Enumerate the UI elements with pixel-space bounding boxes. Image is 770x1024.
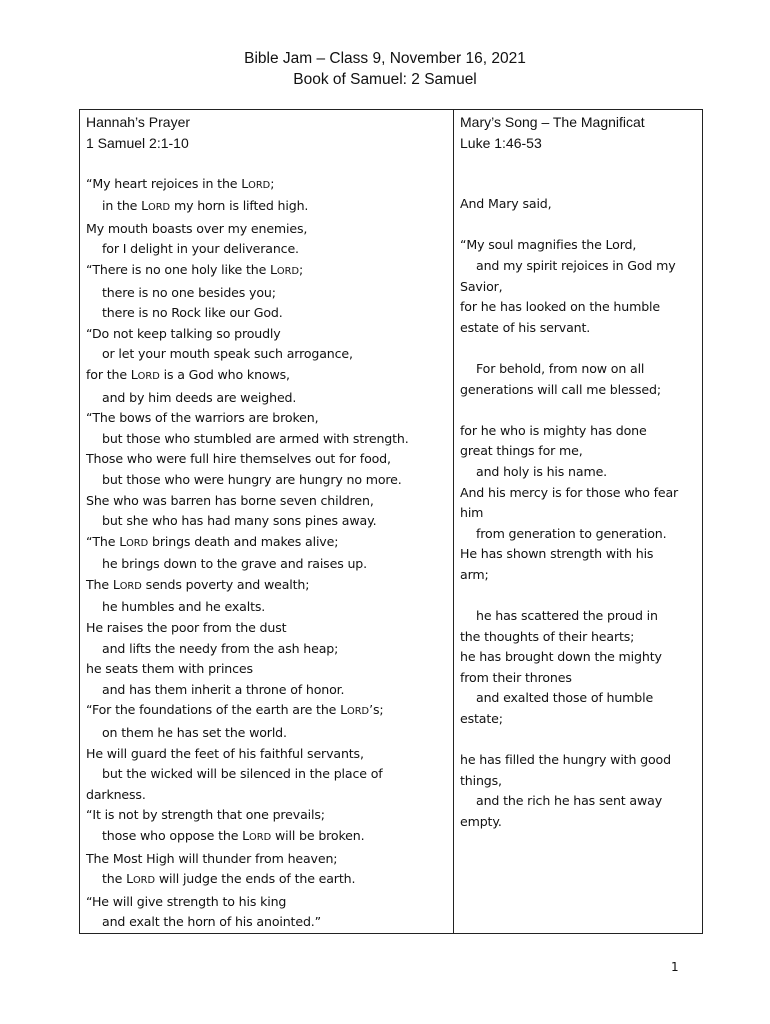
left-verse-line: “The LORD brings death and makes alive; xyxy=(86,533,339,549)
left-verse-line: “He will give strength to his king xyxy=(86,893,287,909)
left-verse-line: “The bows of the warriors are broken, xyxy=(86,410,319,426)
right-verse-line: from their thrones xyxy=(460,669,572,685)
right-verse-line: he has filled the hungry with good xyxy=(460,752,671,768)
right-verse-line xyxy=(460,400,696,421)
left-verse-lines xyxy=(86,174,447,933)
left-verse-line: there is no Rock like our God. xyxy=(102,305,283,321)
left-verse-line: he humbles and he exalts. xyxy=(102,599,266,615)
left-verse-line: She who was barren has borne seven children, xyxy=(86,492,374,508)
right-verse-line: And Mary said, xyxy=(460,196,552,212)
right-verse-line: For behold, from now on all xyxy=(476,360,645,376)
left-verse-line: and lifts the needy from the ash heap; xyxy=(102,640,339,656)
left-verse-line: Those who were full hire themselves out for food, xyxy=(86,451,391,467)
right-verse-line: great things for me, xyxy=(460,443,583,459)
right-verse-line: “My soul magnifies the Lord, xyxy=(460,237,637,253)
left-verse-line: in the LORD my horn is lifted high. xyxy=(102,198,309,214)
right-verse-line: And his mercy is for those who fear xyxy=(460,484,679,500)
page-number: 1 xyxy=(671,960,679,974)
left-verse-line: he brings down to the grave and raises up. xyxy=(102,556,367,572)
document-subtitle: Book of Samuel: 2 Samuel xyxy=(293,71,477,88)
left-verse-line: He raises the poor from the dust xyxy=(86,620,287,636)
right-verse-line: the thoughts of their hearts; xyxy=(460,628,635,644)
left-verse-line: but she who has had many sons pines away. xyxy=(102,513,377,529)
left-verse-line: “There is no one holy like the LORD; xyxy=(86,261,304,277)
left-verse-line: and has them inherit a throne of honor. xyxy=(102,681,345,697)
left-verse-line: He will guard the feet of his faithful servants, xyxy=(86,745,364,761)
right-verse-line: empty. xyxy=(460,814,502,829)
right-verse-line: from generation to generation. xyxy=(476,525,667,541)
right-verse-line xyxy=(460,730,696,751)
right-heading: Mary’s Song – The Magnificat xyxy=(460,114,645,130)
right-verse-line: arm; xyxy=(460,566,489,582)
right-verse-line: he has brought down the mighty xyxy=(460,649,662,665)
right-verse-line: he has scattered the proud in xyxy=(476,608,658,624)
left-verse-line: “For the foundations of the earth are the LORD’s; xyxy=(86,702,384,718)
right-verse-line: estate of his servant. xyxy=(460,319,591,335)
left-verse-line: he seats them with princes xyxy=(86,661,253,677)
right-verse-line xyxy=(460,338,696,359)
left-verse-line: “It is not by strength that one prevails; xyxy=(86,807,325,823)
left-verse-line: or let your mouth speak such arrogance, xyxy=(102,346,353,362)
comparison-table xyxy=(79,109,703,934)
left-verse-line: My mouth boasts over my enemies, xyxy=(86,220,308,236)
right-verse-line xyxy=(460,215,696,236)
right-reference: Luke 1:46-53 xyxy=(460,134,542,151)
right-verse-line: generations will call me blessed; xyxy=(460,381,661,397)
right-verse-line: things, xyxy=(460,772,502,788)
right-verse-line: him xyxy=(460,505,484,521)
left-verse-line: and exalt the horn of his anointed.” xyxy=(102,914,322,930)
left-verse-line: but the wicked will be silenced in the place of xyxy=(102,766,383,782)
right-verse-lines xyxy=(460,153,696,833)
left-verse-line: on them he has set the world. xyxy=(102,725,287,741)
left-verse-line: “My heart rejoices in the LORD; xyxy=(86,175,275,191)
right-verse-line: estate; xyxy=(460,711,503,727)
left-reference: 1 Samuel 2:1-10 xyxy=(86,134,189,151)
left-verse-line: the LORD will judge the ends of the earth. xyxy=(102,871,356,887)
document-title: Bible Jam – Class 9, November 16, 2021 xyxy=(244,50,526,67)
right-verse-line: He has shown strength with his xyxy=(460,546,654,562)
right-verse-line: and my spirit rejoices in God my xyxy=(476,257,676,273)
right-verse-line: and exalted those of humble xyxy=(476,690,654,706)
left-verse-line: but those who were hungry are hungry no more. xyxy=(102,471,402,487)
right-verse-line: for he who is mighty has done xyxy=(460,422,647,438)
left-verse-line: for I delight in your deliverance. xyxy=(102,241,299,257)
right-verse-line: and holy is his name. xyxy=(476,463,608,479)
left-verse-line: those who oppose the LORD will be broken. xyxy=(102,828,365,843)
left-verse-line: The LORD sends poverty and wealth; xyxy=(86,576,310,592)
right-verse-line xyxy=(460,174,696,195)
right-verse-line xyxy=(460,153,696,174)
left-verse-line: for the LORD is a God who knows, xyxy=(86,366,290,382)
left-verse-line: and by him deeds are weighed. xyxy=(102,389,297,405)
right-verse-line: Savior, xyxy=(460,278,503,294)
left-verse-line: darkness. xyxy=(86,786,146,802)
left-verse-line: but those who stumbled are armed with strength. xyxy=(102,430,409,446)
left-verse-line: “Do not keep talking so proudly xyxy=(86,325,281,341)
left-verse-line: The Most High will thunder from heaven; xyxy=(86,850,338,866)
right-verse-line: for he has looked on the humble xyxy=(460,299,660,315)
magnificat-cell xyxy=(454,110,703,934)
right-verse-line xyxy=(460,585,696,606)
left-verse-line: there is no one besides you; xyxy=(102,284,276,300)
left-heading: Hannah’s Prayer xyxy=(86,114,191,130)
hannah-prayer-cell xyxy=(80,110,454,934)
right-verse-line: and the rich he has sent away xyxy=(476,793,663,809)
